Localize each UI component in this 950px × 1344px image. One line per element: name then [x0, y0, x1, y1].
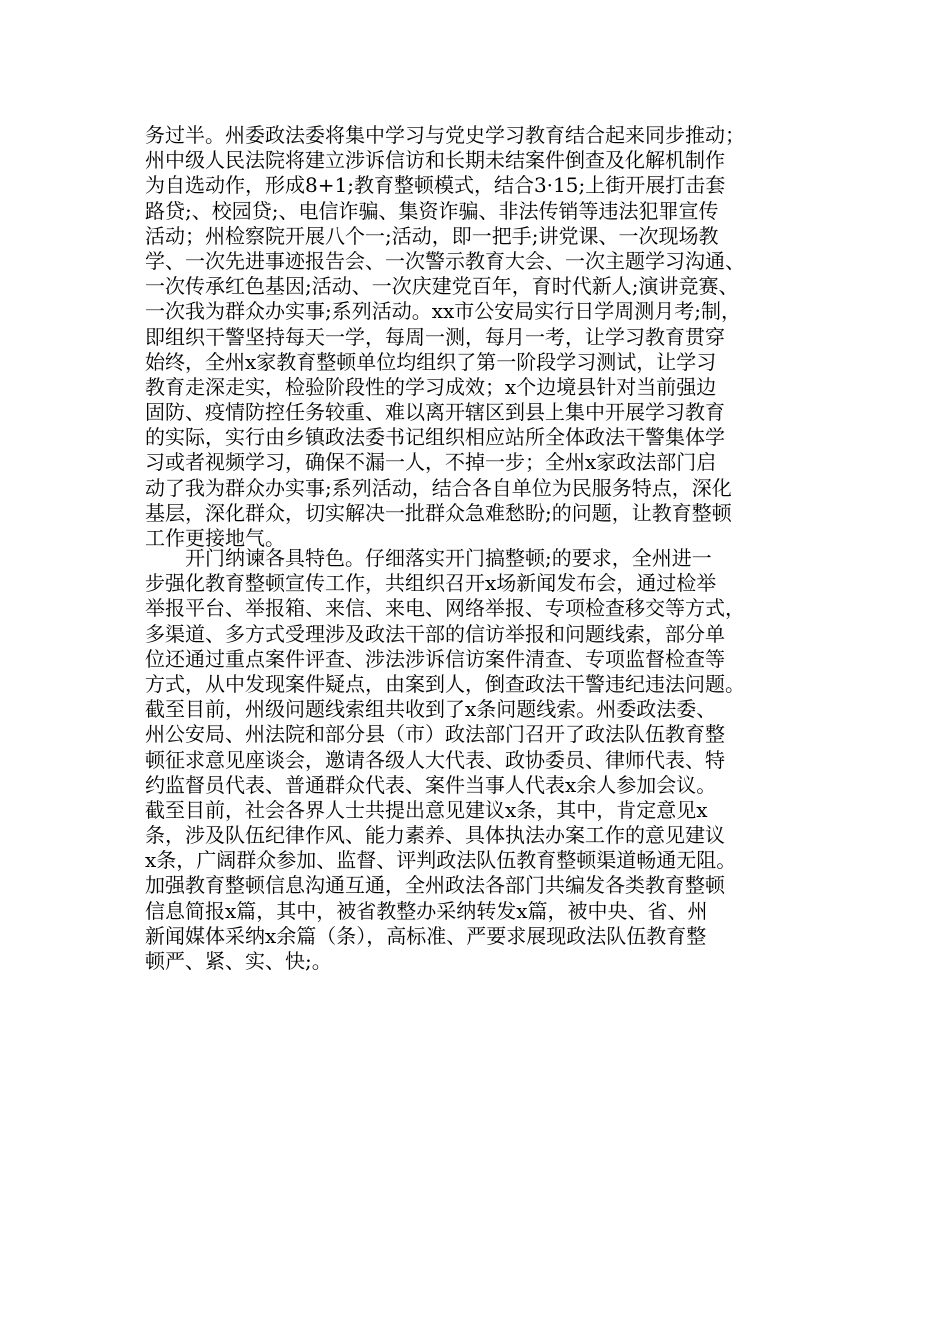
text-line: 加强教育整顿信息沟通互通，全州政法各部门共编发各类教育整顿	[145, 873, 725, 898]
text-line: 顿严、紧、实、快;。	[145, 949, 332, 973]
text-line: 习或者视频学习，确保不漏一人，不掉一步；全州x家政法部门启	[145, 450, 717, 475]
text-line: 一次我为群众办实事;系列活动。xx市公安局实行日学周测月考;制，	[145, 299, 742, 324]
text-line: 州公安局、州法院和部分县（市）政法部门召开了政法队伍教育整	[145, 722, 725, 747]
text-line: 举报平台、举报箱、来信、来电、网络举报、专项检查移交等方式，	[145, 596, 745, 621]
text-line: 截至目前，社会各界人士共提出意见建议x条，其中，肯定意见x	[145, 797, 708, 822]
text-line: 方式，从中发现案件疑点，由案到人，倒查政法干警违纪违法问题。	[145, 671, 745, 696]
text-line: 州中级人民法院将建立涉诉信访和长期未结案件倒查及化解机制作	[145, 148, 725, 173]
text-line: 路贷;、校园贷;、电信诈骗、集资诈骗、非法传销等违法犯罪宣传	[145, 198, 719, 223]
text-line: 一次传承红色基因;活动、一次庆建党百年，育时代新人;演讲竞赛、	[145, 274, 739, 299]
text-line: x条，广阔群众参加、监督、评判政法队伍教育整顿渠道畅通无阻。	[145, 848, 737, 873]
text-line: 固防、疫情防控任务较重、难以离开辖区到县上集中开展学习教育	[145, 400, 725, 425]
body-paragraph	[145, 546, 835, 974]
text-line: 教育走深走实，检验阶段性的学习成效；x个边境县针对当前强边	[145, 374, 717, 399]
text-line: 工作更接地气。	[145, 526, 285, 550]
text-line: 即组织干警坚持每天一学，每周一测，每月一考，让学习教育贯穿	[145, 324, 725, 349]
text-line: 开门纳谏各具特色。仔细落实开门搞整顿;的要求，全州进一	[145, 546, 712, 570]
text-line: 始终，全州x家教育整顿单位均组织了第一阶段学习测试，让学习	[145, 349, 717, 374]
text-line: 多渠道、多方式受理涉及政法干部的信访举报和问题线索，部分单	[145, 621, 725, 646]
text-line: 步强化教育整顿宣传工作，共组织召开x场新闻发布会，通过检举	[145, 571, 717, 596]
text-line: 新闻媒体采纳x余篇（条），高标准、严要求展现政法队伍教育整	[145, 923, 707, 948]
text-line: 动了我为群众办实事;系列活动，结合各自单位为民服务特点，深化	[145, 475, 732, 500]
text-line: 位还通过重点案件评查、涉法涉诉信访案件清查、专项监督检查等	[145, 646, 725, 671]
text-line: 信息简报x篇，其中，被省教整办采纳转发x篇，被中央、省、州	[145, 898, 708, 923]
text-line: 截至目前，州级问题线索组共收到了x条问题线索。州委政法委、	[145, 697, 717, 722]
text-line: 为自选动作，形成8+1;教育整顿模式，结合3·15;上街开展打击套	[145, 173, 726, 198]
text-line: 约监督员代表、普通群众代表、案件当事人代表x余人参加会议。	[145, 772, 717, 797]
text-line: 学、一次先进事迹报告会、一次警示教育大会、一次主题学习沟通、	[145, 248, 745, 273]
body-paragraph	[145, 123, 835, 551]
text-line: 条，涉及队伍纪律作风、能力素养、具体执法办案工作的意见建议	[145, 823, 725, 848]
text-line: 务过半。州委政法委将集中学习与党史学习教育结合起来同步推动；	[145, 123, 745, 147]
text-line: 的实际，实行由乡镇政法委书记组织相应站所全体政法干警集体学	[145, 425, 725, 450]
text-line: 基层，深化群众，切实解决一批群众急难愁盼;的问题，让教育整顿	[145, 500, 732, 525]
text-line: 活动；州检察院开展八个一;活动，即一把手;讲党课、一次现场教	[145, 223, 719, 248]
text-line: 顿征求意见座谈会，邀请各级人大代表、政协委员、律师代表、特	[145, 747, 725, 772]
